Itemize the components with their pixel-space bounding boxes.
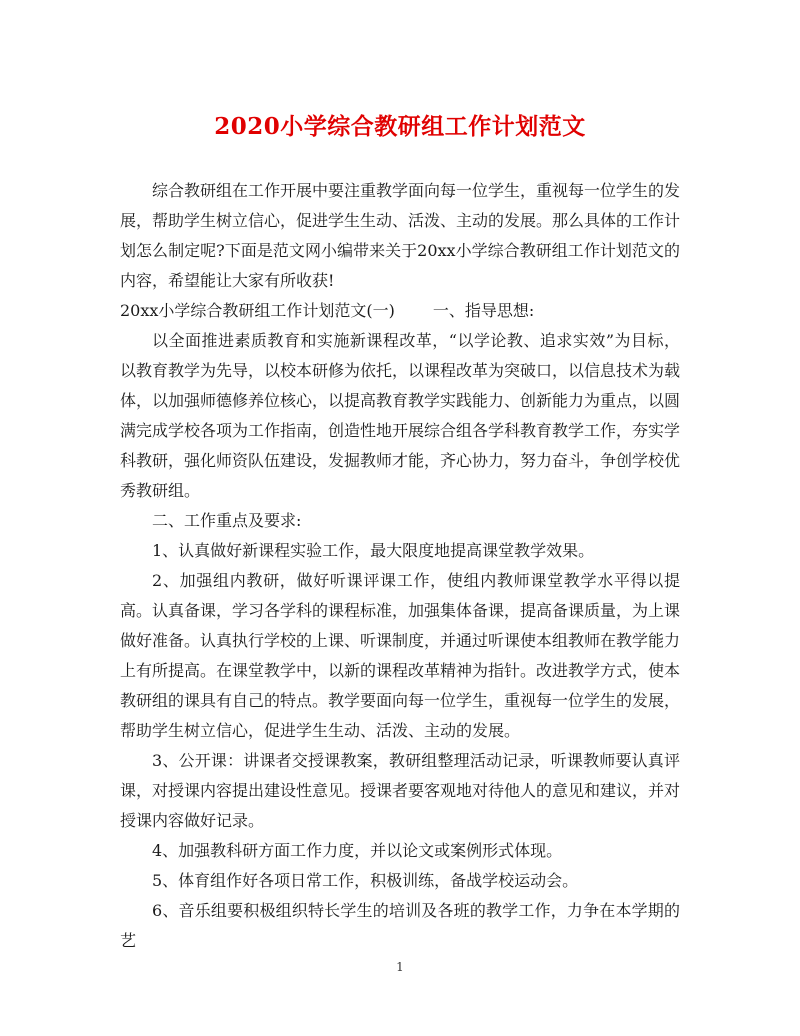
list-item: 4、加强教科研方面工作力度，并以论文或案例形式体现。	[152, 841, 563, 860]
page-number: 1	[396, 960, 404, 974]
list-item: 6、音乐组要积极组织特长学生的培训及各班的教学工作，力争在本学期的艺	[120, 901, 680, 950]
document-subtitle: 20xx小学综合教研组工作计划范文(一)	[120, 301, 395, 320]
document-title: 2020小学综合教研组工作计划范文	[214, 113, 586, 140]
subtitle-line	[120, 296, 680, 326]
list-item: 1、认真做好新课程实验工作，最大限度地提高课堂教学效果。	[152, 541, 595, 560]
list-item: 3、公开课：讲课者交授课教案，教研组整理活动记录，听课教师要认真评课，对授课内容提出建设性意见。授课者要客观地对待他人的意见和建议，并对授课内容做好记录。	[120, 751, 681, 830]
list-item: 5、体育组作好各项日常工作，积极训练，备战学校运动会。	[152, 871, 579, 890]
section1-paragraph: 以全面推进素质教育和实施新课程改革，“以学论教、追求实效”为目标，以教育教学为先导，以校本研修为依托，以课程改革为突破口，以信息技术为载体，以加强师德修养位核心，以提高教育教学实践能力、创新能力为重点，以圆满完成学校各项为工作指南，创造性地开展综合组各学科教育教学工作，夯实学科教研，强化师资队伍建设，发掘教师才能，齐心协力，努力奋斗，争创学校优秀教研组。	[120, 331, 681, 500]
section2-heading: 二、工作重点及要求:	[152, 511, 302, 530]
list-item: 2、加强组内教研，做好听课评课工作，使组内教师课堂教学水平得以提高。认真备课，学习各学科的课程标准，加强集体备课，提高备课质量，为上课做好准备。认真执行学校的上课、听课制度，并通过听课使本组教师在教学能力上有所提高。在课堂教学中，以新的课程改革精神为指针。改进教学方式，使本教研组的课具有自己的特点。教学要面向每一位学生，重视每一位学生的发展，帮助学生树立信心，促进学生生动、活泼、主动的发展。	[120, 571, 681, 740]
intro-paragraph: 综合教研组在工作开展中要注重教学面向每一位学生，重视每一位学生的发展，帮助学生树立信心，促进学生生动、活泼、主动的发展。那么具体的工作计划怎么制定呢?下面是范文网小编带来关于20xx小学综合教研组工作计划范文的内容，希望能让大家有所收获!	[120, 181, 681, 290]
document-body	[120, 176, 680, 956]
section1-heading: 一、指导思想:	[432, 301, 535, 320]
